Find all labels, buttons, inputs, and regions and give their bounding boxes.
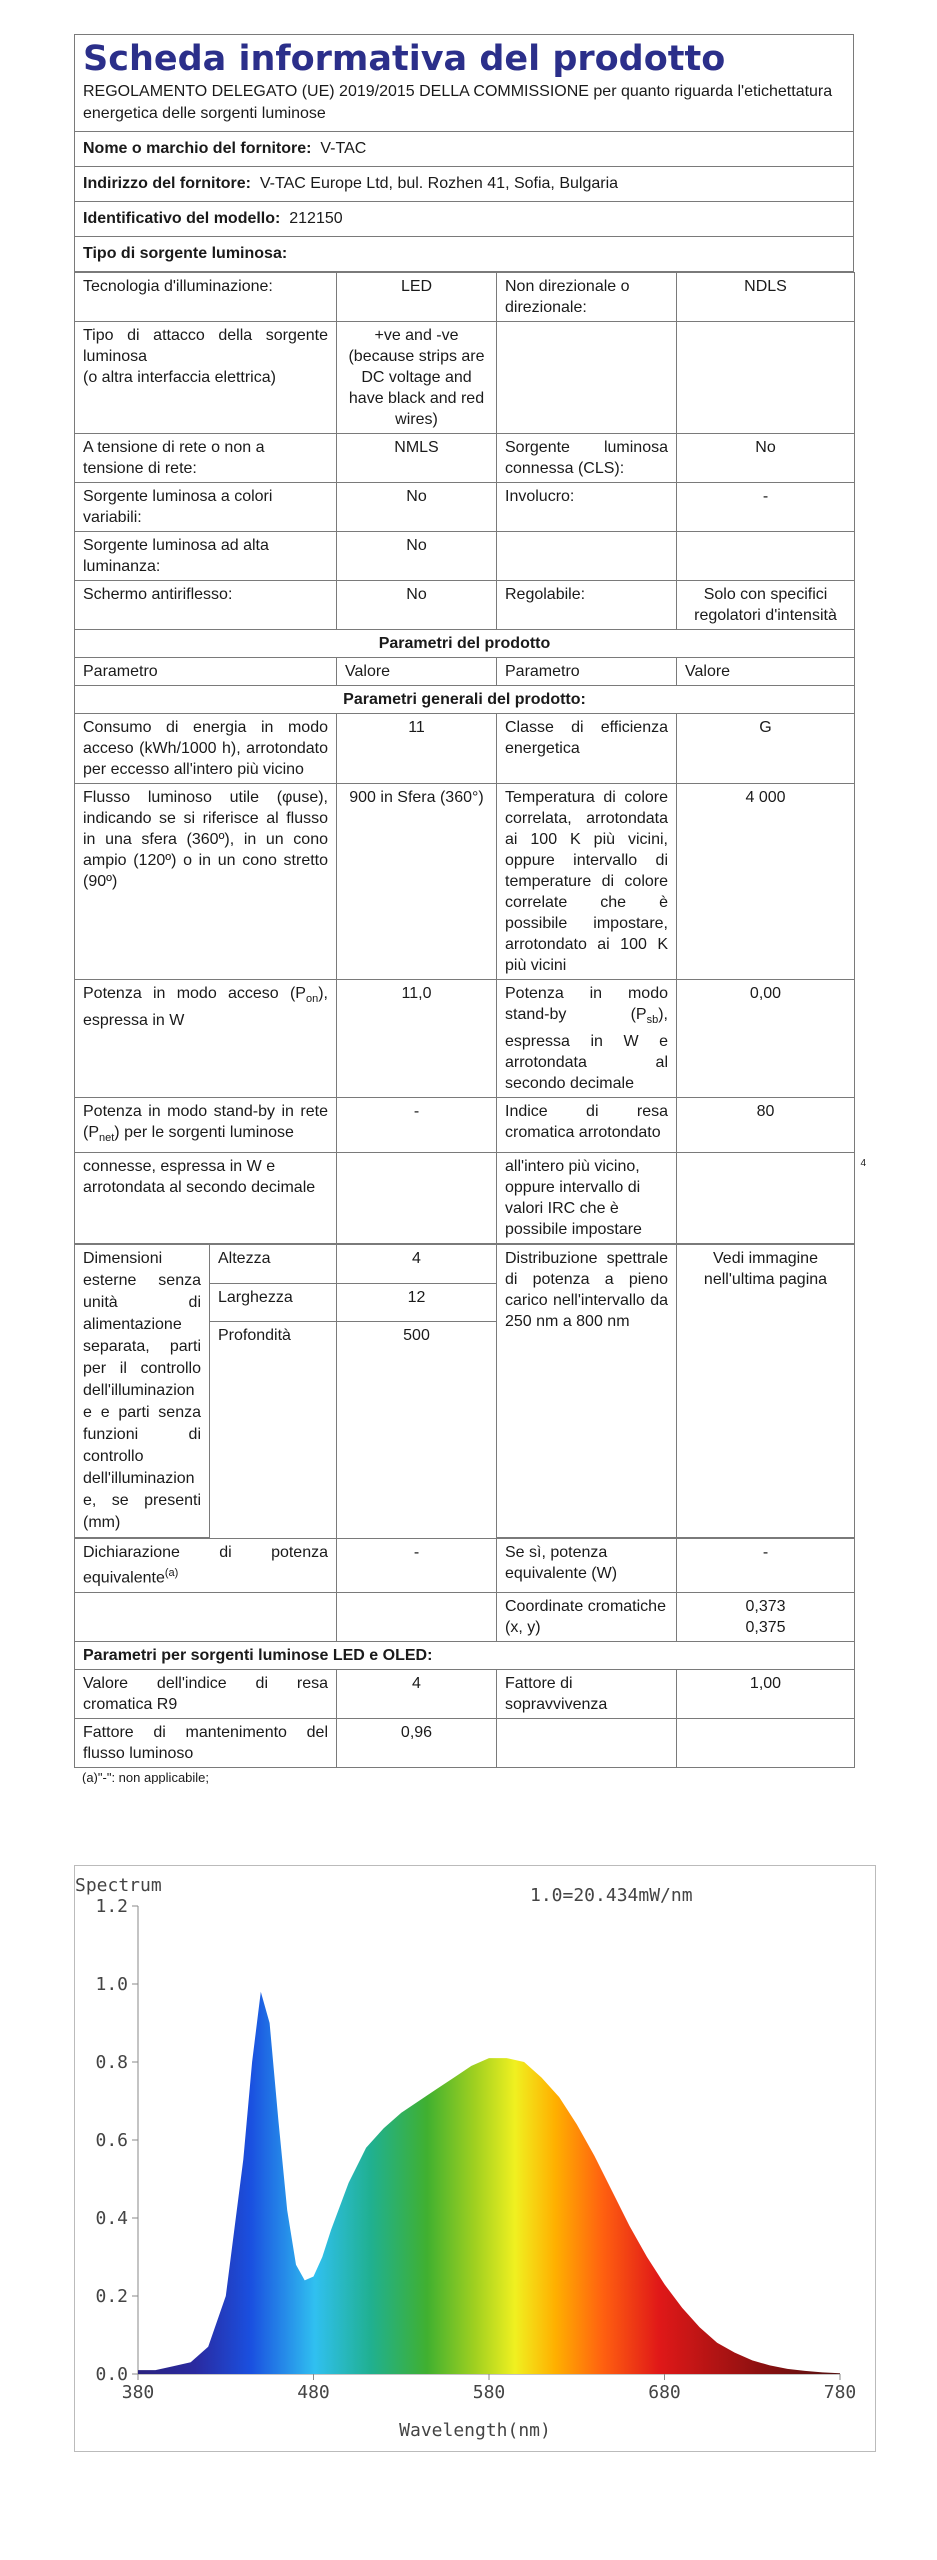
width-label: Larghezza [210,1283,337,1321]
empty-cell [497,1718,677,1767]
class-value: G [677,714,855,784]
energy-label: Consumo di energia in modo acceso (kWh/1000 h), arrotondato per eccesso all'intero più vicino [75,714,337,784]
cri-label-continued: all'intero più vicino, oppure intervallo di valori IRC che è possibile impostare [497,1153,677,1244]
supplier-address-value: V-TAC Europe Ltd, bul. Rozhen 41, Sofia, Bulgaria [259,175,619,192]
r9-value: 4 [337,1669,497,1718]
empty-cell [337,1153,497,1244]
psb-subscript: sb [646,1014,659,1027]
supplier-name-row [74,132,854,167]
width-value: 12 [337,1283,497,1321]
x-tick-label: 780 [823,2382,857,2403]
col-header-param: Parametro [75,658,337,686]
empty-cell [677,322,855,434]
y-tick-label: 0.4 [95,2208,128,2229]
cct-value: 4 000 [677,784,855,980]
spectrum-svg [75,1866,875,2451]
table-row [75,273,855,322]
product-params-title: Parametri del prodotto [75,630,855,658]
led-params-title: Parametri per sorgenti luminose LED e OLED: [75,1641,855,1669]
type-table [74,272,866,1244]
table-row [75,1153,855,1244]
y-tick-label: 1.2 [95,1896,128,1917]
table-row [75,658,855,686]
y-tick-label: 0.2 [95,2286,128,2307]
pnet-label-text: Potenza in modo stand-by in rete (P [83,1103,328,1142]
table-row [75,1641,855,1669]
hlls-label: Sorgente luminosa ad alta luminanza: [75,532,337,581]
footnote-ref: (a) [164,1567,179,1580]
table-row [75,1718,855,1767]
empty-cell [677,532,855,581]
dimensions-table [74,1244,855,1538]
depth-value: 500 [337,1321,497,1538]
x-tick-label: 380 [121,2382,155,2403]
dimmable-label: Regolabile: [497,581,677,630]
x-tick-label: 580 [472,2382,506,2403]
col-header-value: Valore [677,658,855,686]
pon-label-end: ), espressa in W [83,985,328,1030]
source-type-row [74,237,854,272]
y-tick-label: 0.0 [95,2364,128,2385]
chromaticity-y: 0,375 [745,1618,786,1636]
psb-value: 0,00 [677,980,855,1098]
psb-label [497,980,677,1098]
cap-label-note: (o altra interfaccia elettrica) [83,369,276,386]
supplier-address-label: Indirizzo del fornitore: [83,175,251,192]
x-tick-label: 680 [648,2382,681,2403]
table-row [75,434,855,483]
table-row [75,532,855,581]
x-axis-label: Wavelength(nm) [399,2420,551,2441]
height-value: 4 [337,1245,497,1283]
colour-label: Sorgente luminosa a colori variabili: [75,483,337,532]
cri-label: Indice di resa cromatica arrotondato [497,1098,677,1153]
pon-label-text: Potenza in modo acceso (P [83,985,306,1002]
survival-value: 1,00 [677,1669,855,1718]
table-row [75,630,855,658]
r9-label: Valore dell'indice di resa cromatica R9 [75,1669,337,1718]
spd-value: Vedi immagine nell'ultima pagina [677,1245,855,1538]
empty-cell [497,532,677,581]
psb-label-text: Potenza in modo stand-by (P [505,985,668,1023]
model-row [74,202,854,237]
table-row [75,714,855,784]
y-tick-label: 1.0 [95,1974,128,1995]
general-params-title: Parametri generali del prodotto: [75,686,855,714]
dimensions-label: Dimensioni esterne senza unità di alimentazione separata, parti per il controllo dell'illuminazione e parti senza funzioni di controllo dell'illuminazione, se presenti (mm) [75,1245,210,1538]
depth-label: Profondità [210,1321,337,1538]
mains-value: NMLS [337,434,497,483]
cct-label: Temperatura di colore correlata, arrotondata ai 100 K più vicini, oppure intervallo di temperature di colore correlate che è possibile impostare, arrotondato ai 100 K più vicini [497,784,677,980]
table-row [75,1245,855,1283]
flux-value: 900 in Sfera (360°) [337,784,497,980]
table-row [75,1592,855,1641]
empty-cell [677,1153,866,1244]
cls-value: No [677,434,855,483]
table-row [75,322,855,434]
chart-scale-note: 1.0=20.434mW/nm [530,1885,693,1906]
pon-label [75,980,337,1098]
glare-label: Schermo antiriflesso: [75,581,337,630]
spectrum-area [138,1992,840,2374]
product-information-sheet [74,34,866,1784]
equivalent-yes-value: - [677,1539,855,1592]
empty-cell [677,1718,855,1767]
directional-value: NDLS [677,273,855,322]
dimmable-value: Solo con specifici regolatori d'intensità [677,581,855,630]
y-tick-label: 0.8 [95,2052,128,2073]
cap-label [75,322,337,434]
supplier-name-value: V-TAC [320,140,367,157]
model-label: Identificativo del modello: [83,210,281,227]
spectrum-chart [74,1865,876,2452]
empty-cell [75,1592,337,1641]
table-row [75,686,855,714]
table-row [75,1539,855,1592]
table-row [75,980,855,1098]
sheet-header [74,34,854,132]
regulation-text: REGOLAMENTO DELEGATO (UE) 2019/2015 DELLA COMMISSIONE per quanto riguarda l'etichettatura energetica delle sorgenti luminose [83,83,833,122]
equivalent-yes-label: Se sì, potenza equivalente (W) [497,1539,677,1592]
col-header-param: Parametro [497,658,677,686]
envelope-value: - [677,483,855,532]
tech-value: LED [337,273,497,322]
model-value: 212150 [289,210,343,227]
empty-cell [337,1592,497,1641]
page-marker: 4 [860,1158,866,1170]
chart-title: Spectrum [75,1875,162,1896]
cap-value: +ve and -ve (because strips are DC voltage and have black and red wires) [337,322,497,434]
equivalent-label-text: Dichiarazione di potenza equivalente [83,1544,328,1587]
footnote: (a)"-": non applicabile; [82,1769,210,1784]
glare-value: No [337,581,497,630]
mains-label: A tensione di rete o non a tensione di rete: [75,434,337,483]
table-row [75,1098,855,1153]
equivalent-value: - [337,1539,497,1592]
spd-label: Distribuzione spettrale di potenza a pieno carico nell'intervallo da 250 nm a 800 nm [497,1245,677,1538]
page-title: Scheda informativa del prodotto [83,39,726,79]
colour-value: No [337,483,497,532]
survival-label: Fattore di sopravvivenza [497,1669,677,1718]
lumen-maintenance-value: 0,96 [337,1718,497,1767]
chromaticity-label: Coordinate cromatiche (x, y) [497,1592,677,1641]
empty-cell [497,322,677,434]
table-row [75,581,855,630]
cri-value: 80 [677,1098,855,1153]
pnet-label-end: ) per le sorgenti luminose [114,1124,294,1142]
directional-label: Non direzionale o direzionale: [497,273,677,322]
psb-label-end: ), espressa in W e arrotondata al secondo decimale [505,1006,668,1093]
envelope-label: Involucro: [497,483,677,532]
pnet-label [75,1098,337,1153]
hlls-value: No [337,532,497,581]
col-header-value: Valore [337,658,497,686]
cls-label: Sorgente luminosa connessa (CLS): [497,434,677,483]
equivalent-table [74,1538,855,1767]
class-label: Classe di efficienza energetica [497,714,677,784]
lumen-maintenance-label: Fattore di mantenimento del flusso luminoso [75,1718,337,1767]
energy-value: 11 [337,714,497,784]
pon-subscript: on [305,993,319,1006]
chromaticity-value [677,1592,855,1641]
table-row [75,1669,855,1718]
pnet-value: - [337,1098,497,1153]
tech-label: Tecnologia d'illuminazione: [75,273,337,322]
pnet-subscript: net [99,1132,115,1145]
supplier-name-label: Nome o marchio del fornitore: [83,140,312,157]
table-row [75,483,855,532]
pnet-label-continued: connesse, espressa in W e arrotondata al secondo decimale [75,1153,337,1244]
source-type-label: Tipo di sorgente luminosa: [83,245,288,262]
y-tick-label: 0.6 [95,2130,128,2151]
cap-label-text: Tipo di attacco della sorgente luminosa [83,327,328,365]
equivalent-label [75,1539,337,1592]
supplier-address-row [74,167,854,202]
x-tick-label: 480 [297,2382,330,2403]
height-label: Altezza [210,1245,337,1283]
table-row [75,784,855,980]
chromaticity-x: 0,373 [745,1597,786,1615]
flux-label: Flusso luminoso utile (φuse), indicando se si riferisce al flusso in una sfera (360º), in un cono ampio (120º) o in un cono stretto (90º) [75,784,337,980]
pon-value: 11,0 [337,980,497,1098]
